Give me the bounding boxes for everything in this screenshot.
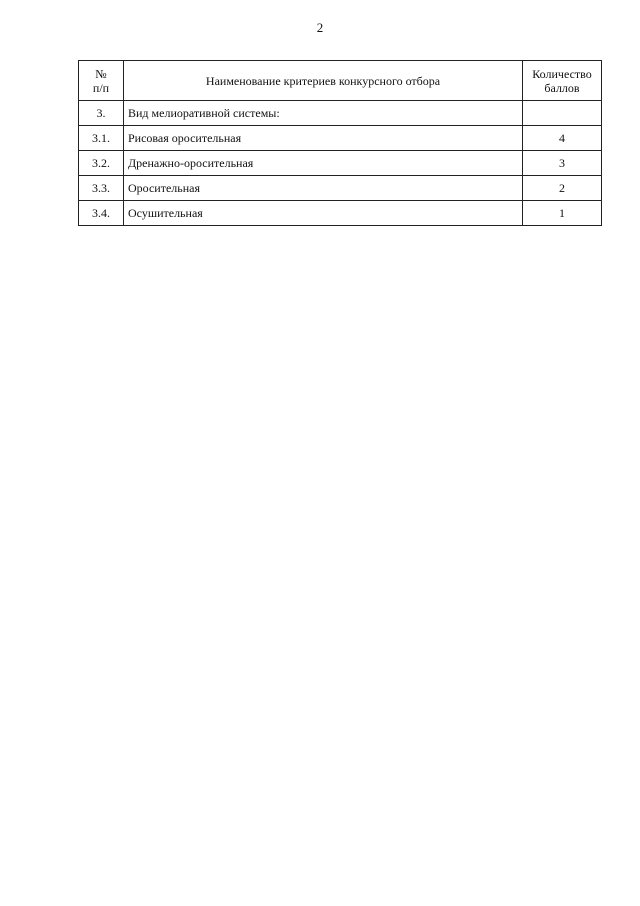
- row-score: 4: [523, 126, 602, 151]
- row-number: 3.4.: [79, 201, 124, 226]
- row-number: 3.3.: [79, 176, 124, 201]
- table-row: [79, 101, 602, 126]
- row-score: 1: [523, 201, 602, 226]
- criteria-table: [78, 60, 602, 226]
- table-row: [79, 201, 602, 226]
- row-criteria-name: Дренажно-оросительная: [124, 151, 523, 176]
- page-number: 2: [316, 20, 324, 35]
- header-score-line2: баллов: [544, 80, 580, 95]
- row-score: [523, 101, 602, 126]
- header-score: [523, 61, 602, 101]
- row-criteria-name: Осушительная: [124, 201, 523, 226]
- table-row: [79, 176, 602, 201]
- header-score-line1: Количество: [532, 66, 592, 81]
- header-number: [79, 61, 124, 101]
- row-score: 3: [523, 151, 602, 176]
- row-number: 3.: [79, 101, 124, 126]
- table-row: [79, 151, 602, 176]
- header-number-abbr: п/п: [92, 80, 110, 95]
- row-criteria-name: Вид мелиоративной системы:: [124, 101, 523, 126]
- table-row: [79, 126, 602, 151]
- row-number: 3.1.: [79, 126, 124, 151]
- header-criteria-name: Наименование критериев конкурсного отбора: [124, 61, 523, 101]
- row-criteria-name: Оросительная: [124, 176, 523, 201]
- row-number: 3.2.: [79, 151, 124, 176]
- header-number-symbol: №: [95, 66, 107, 81]
- row-score: 2: [523, 176, 602, 201]
- row-criteria-name: Рисовая оросительная: [124, 126, 523, 151]
- table-header-row: [79, 61, 602, 101]
